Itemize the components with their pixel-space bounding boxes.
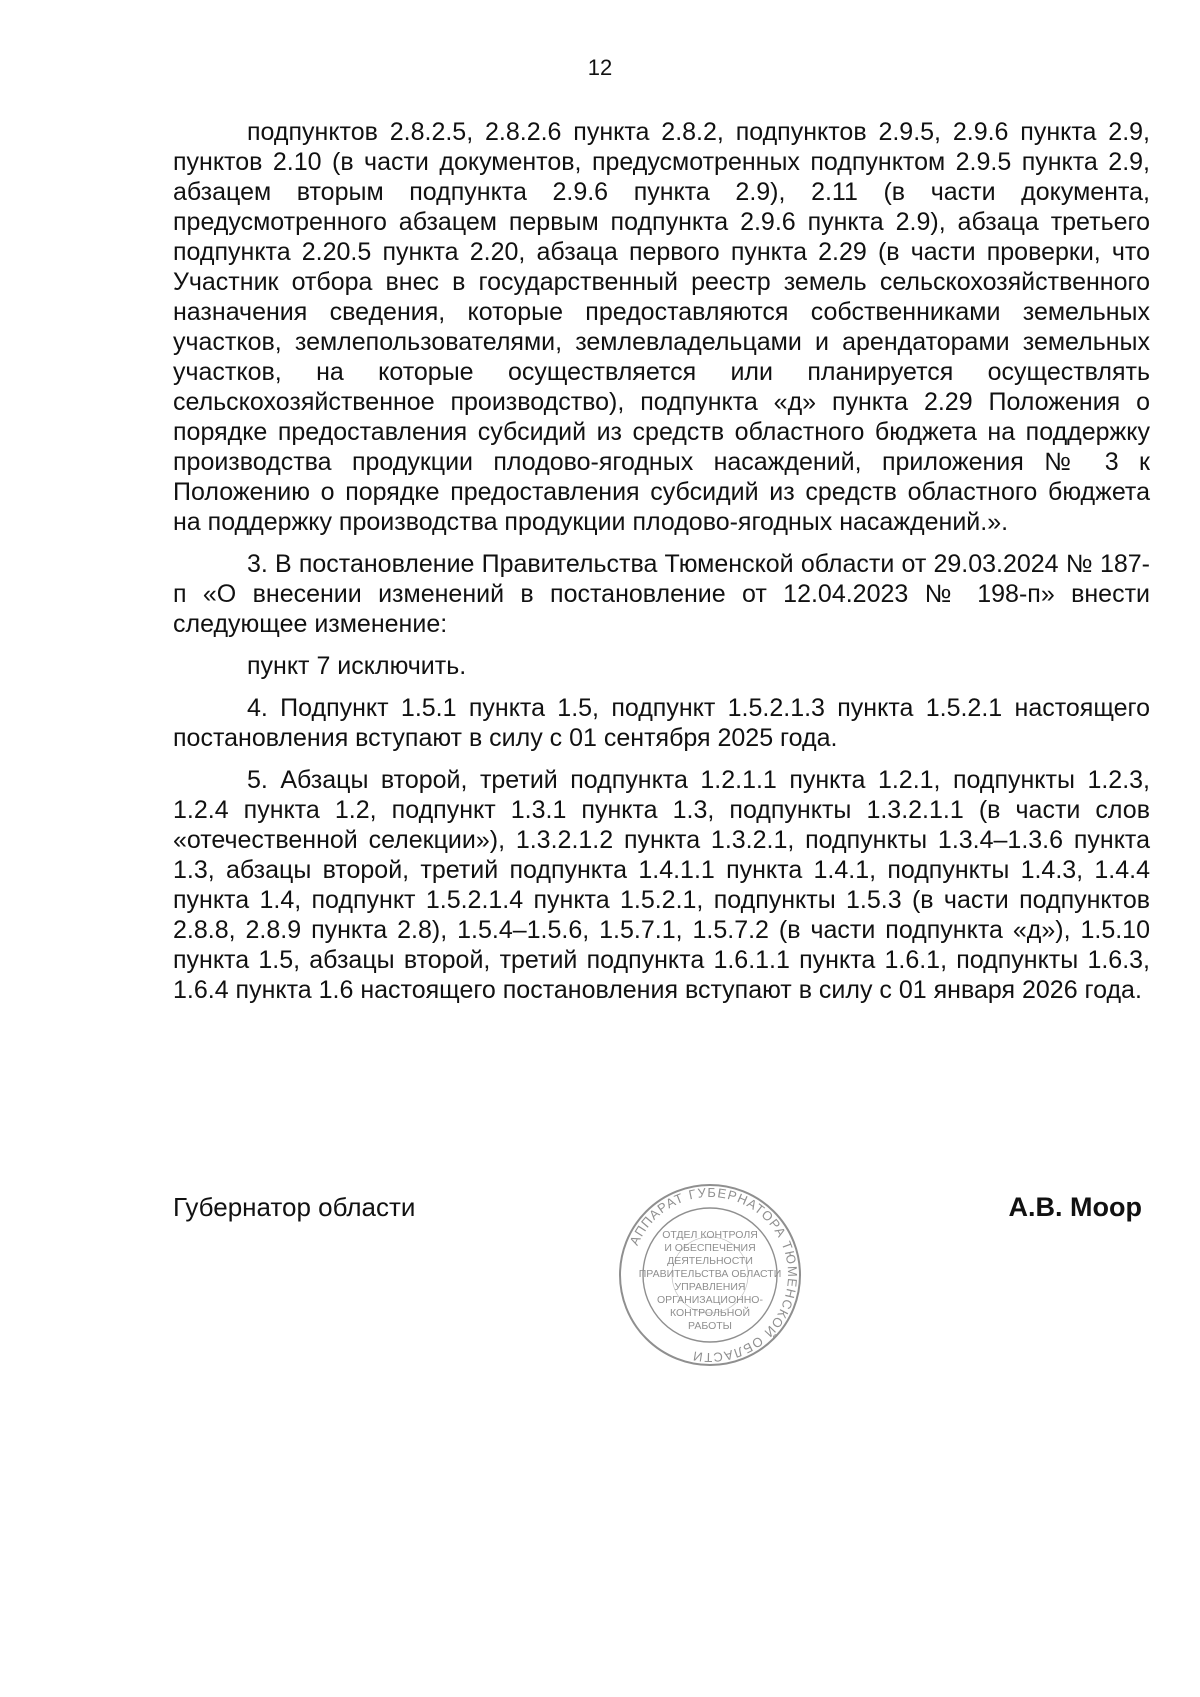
signatory-name: А.В. Моор: [1008, 1192, 1142, 1222]
seal-line-7: КОНТРОЛЬНОЙ: [669, 1307, 751, 1319]
seal-line-4: ПРАВИТЕЛЬСТВА ОБЛАСТИ: [638, 1268, 782, 1280]
seal-line-6: ОРГАНИЗАЦИОННО-: [657, 1294, 763, 1306]
seal-line-3: ДЕЯТЕЛЬНОСТИ: [667, 1255, 753, 1267]
paragraph-item-4: 4. Подпункт 1.5.1 пункта 1.5, подпункт 1.5.2.1.3 пункта 1.5.2.1 настоящего постановления вступают в силу с 01 сентября 2025 года.: [173, 694, 1150, 752]
seal-line-8: РАБОТЫ: [688, 1320, 732, 1332]
page-number: 12: [587, 55, 613, 80]
paragraph-continued: подпунктов 2.8.2.5, 2.8.2.6 пункта 2.8.2, подпунктов 2.9.5, 2.9.6 пункта 2.9, пунктов 2.10 (в части документов, предусмотренных подпунктом 2.9.5 пункта 2.9, абзацем вторым подпункта 2.9.6 пункта 2.9), 2.11 (в части документа, предусмотренного абзацем первым подпункта 2.9.6 пункта 2.9), абзаца третьего подпункта 2.20.5 пункта 2.20, абзаца первого пункта 2.29 (в части проверки, что Участник отбора внес в государственный реестр земель сельскохозяйственного назначения сведения, которые предоставляются собственниками земельных участков, землепользователями, землевладельцами и арендаторами земельных участков, на которые осуществляется или планируется осуществлять сельскохозяйственное производство), подпункта «д» пункта 2.29 Положения о порядке предоставления субсидий из средств областного бюджета на поддержку производства продукции плодово-ягодных насаждений, приложения № 3 к Положению о порядке предоставления субсидий из средств областного бюджета на поддержку производства продукции плодово-ягодных насаждений.».: [173, 118, 1150, 536]
seal-line-5: УПРАВЛЕНИЯ: [674, 1281, 746, 1293]
official-seal: [615, 1180, 805, 1370]
paragraph-item-3: 3. В постановление Правительства Тюменской области от 29.03.2024 № 187-п «О внесении изменений в постановление от 12.04.2023 № 198-п» внести следующее изменение:: [173, 550, 1150, 638]
seal-line-2: И ОБЕСПЕЧЕНИЯ: [664, 1242, 756, 1254]
seal-outer-text-path: АППАРАТ ГУБЕРНАТОРА ТЮМЕНСКОЙ ОБЛАСТИ: [626, 1184, 801, 1366]
paragraph-item-3-subitem: пункт 7 исключить.: [247, 652, 467, 680]
document-body: [173, 117, 1150, 1017]
signatory-position: Губернатор области: [173, 1192, 416, 1222]
seal-line-1: ОТДЕЛ КОНТРОЛЯ: [662, 1229, 758, 1241]
paragraph-item-5: 5. Абзацы второй, третий подпункта 1.2.1.1 пункта 1.2.1, подпункты 1.2.3, 1.2.4 пункта 1.2, подпункт 1.3.1 пункта 1.3, подпункты 1.3.2.1.1 (в части слов «отечественной селекции»), 1.3.2.1.2 пункта 1.3.2.1, подпункты 1.3.4–1.3.6 пункта 1.3, абзацы второй, третий подпункта 1.4.1.1 пункта 1.4.1, подпункты 1.4.3, 1.4.4 пункта 1.4, подпункт 1.5.2.1.4 пункта 1.5.2.1, подпункты 1.5.3 (в части подпунктов 2.8.8, 2.8.9 пункта 2.8), 1.5.4–1.5.6, 1.5.7.1, 1.5.7.2 (в части подпункта «д»), 1.5.10 пункта 1.5, абзацы второй, третий подпункта 1.6.1.1 пункта 1.6.1, подпункты 1.6.3, 1.6.4 пункта 1.6 настоящего постановления вступают в силу с 01 января 2026 года.: [173, 766, 1150, 1004]
